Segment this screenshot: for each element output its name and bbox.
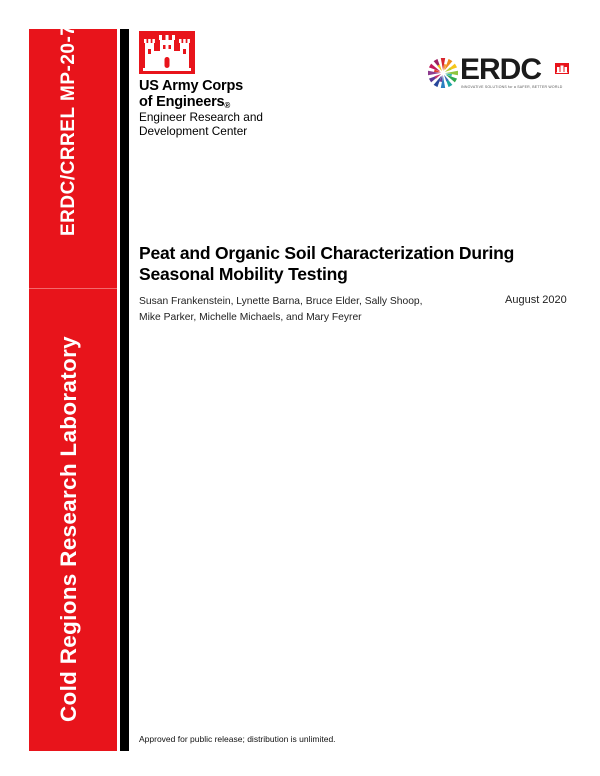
usace-wordmark [139,79,263,139]
usace-name-line2-text: of Engineers [139,93,225,110]
report-id: ERDC/CRREL MP-20-7 [58,24,79,236]
erdc-logo [426,55,570,91]
usace-name-line1: US Army Corps [139,78,244,94]
erdc-wordmark: ERDC [460,53,542,86]
publication-date: August 2020 [505,294,567,306]
erdc-tagline: INNOVATIVE SOLUTIONS for a SAFER, BETTER WORLD [461,85,563,89]
castle-badge-icon [555,63,569,74]
author-list: Susan Frankenstein, Lynette Barna, Bruce Elder, Sally Shoop, Mike Parker, Michelle Michaels, and Mary Feyrer [139,296,423,323]
castle-icon [139,31,195,74]
sidebar-divider [29,288,117,289]
usace-name-line2 [139,95,263,111]
vertical-rule [120,29,129,751]
laboratory-name: Cold Regions Research Laboratory [56,336,81,722]
starburst-icon [426,56,460,90]
erdc-name-line2: Development Center [139,124,248,139]
document-title: Peat and Organic Soil Characterization During Seasonal Mobility Testing [139,243,515,284]
registered-mark: ® [224,100,231,110]
distribution-statement: Approved for public release; distribution is unlimited. [139,734,336,744]
erdc-name-line1: Engineer Research and [139,110,263,125]
